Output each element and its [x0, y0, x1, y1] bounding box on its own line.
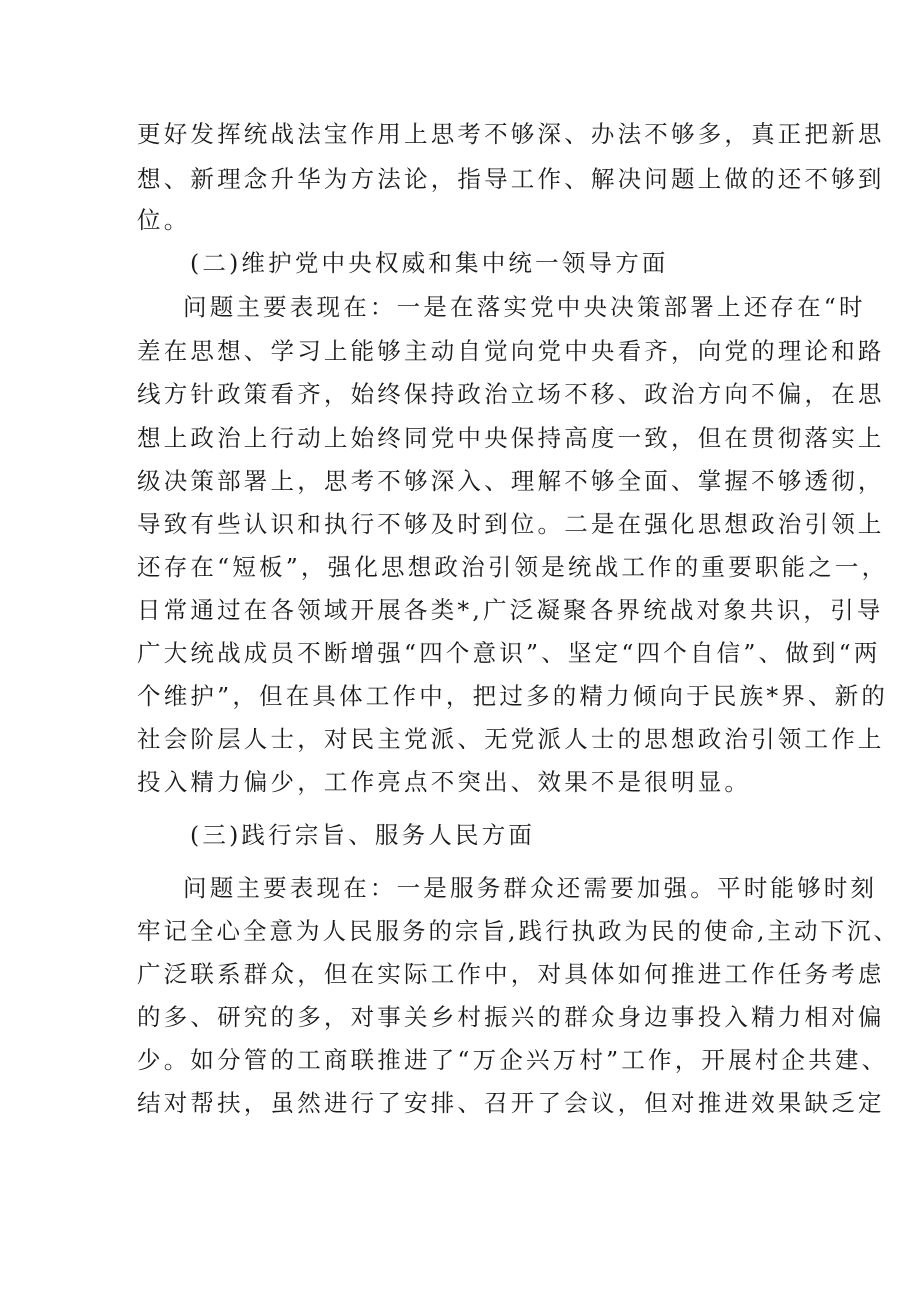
- text-line: 问题主要表现在：一是服务群众还需要加强。平时能够时刻: [183, 874, 878, 902]
- text-line: 位。: [137, 206, 191, 234]
- text-line: 想、新理念升华为方法论，指导工作、解决问题上做的还不够到: [137, 165, 885, 193]
- text-line: 级决策部署上，思考不够深入、理解不够全面、掌握不够透彻，: [137, 467, 885, 495]
- text-line: 广泛联系群众，但在实际工作中，对具体如何推进工作任务考虑: [137, 960, 885, 988]
- text-line: 社会阶层人士，对民主党派、无党派人士的思想政治引领工作上: [137, 725, 885, 753]
- text-line: 投入精力偏少，工作亮点不突出、效果不是很明显。: [137, 768, 752, 796]
- text-line: 还存在“短板”，强化思想政治引领是统战工作的重要职能之一，: [137, 553, 889, 581]
- text-line: 个维护”，但在具体工作中，把过多的精力倾向于民族*界、新的: [137, 682, 889, 710]
- text-line: 更好发挥统战法宝作用上思考不够深、办法不够多，真正把新思: [137, 120, 885, 148]
- text-line: 日常通过在各领域开展各类*,广泛凝聚各界统战对象共识，引导: [137, 596, 884, 624]
- text-line: 的多、研究的多，对事关乡村振兴的群众身边事投入精力相对偏: [137, 1003, 885, 1031]
- section-heading: (三)践行宗旨、服务人民方面: [190, 821, 536, 849]
- text-line: 差在思想、学习上能够主动自觉向党中央看齐，向党的理论和路: [137, 337, 885, 365]
- text-line: 少。如分管的工商联推进了“万企兴万村”工作，开展村企共建、: [137, 1046, 889, 1074]
- text-line: 问题主要表现在：一是在落实党中央决策部署上还存在“时: [183, 293, 866, 321]
- text-line: 导致有些认识和执行不够及时到位。二是在强化思想政治引领上: [137, 510, 885, 538]
- text-line: 想上政治上行动上始终同党中央保持高度一致，但在贯彻落实上: [137, 424, 885, 452]
- text-line: 牢记全心全意为人民服务的宗旨,践行执政为民的使命,主动下沉、: [137, 917, 900, 945]
- text-line: 线方针政策看齐，始终保持政治立场不移、政治方向不偏，在思: [137, 380, 885, 408]
- text-line: 结对帮扶，虽然进行了安排、召开了会议，但对推进效果缺乏定: [137, 1089, 885, 1117]
- text-line: 广大统战成员不断增强“四个意识”、坚定“四个自信”、做到“两: [137, 639, 881, 667]
- section-heading: (二)维护党中央权威和集中统一领导方面: [190, 249, 669, 277]
